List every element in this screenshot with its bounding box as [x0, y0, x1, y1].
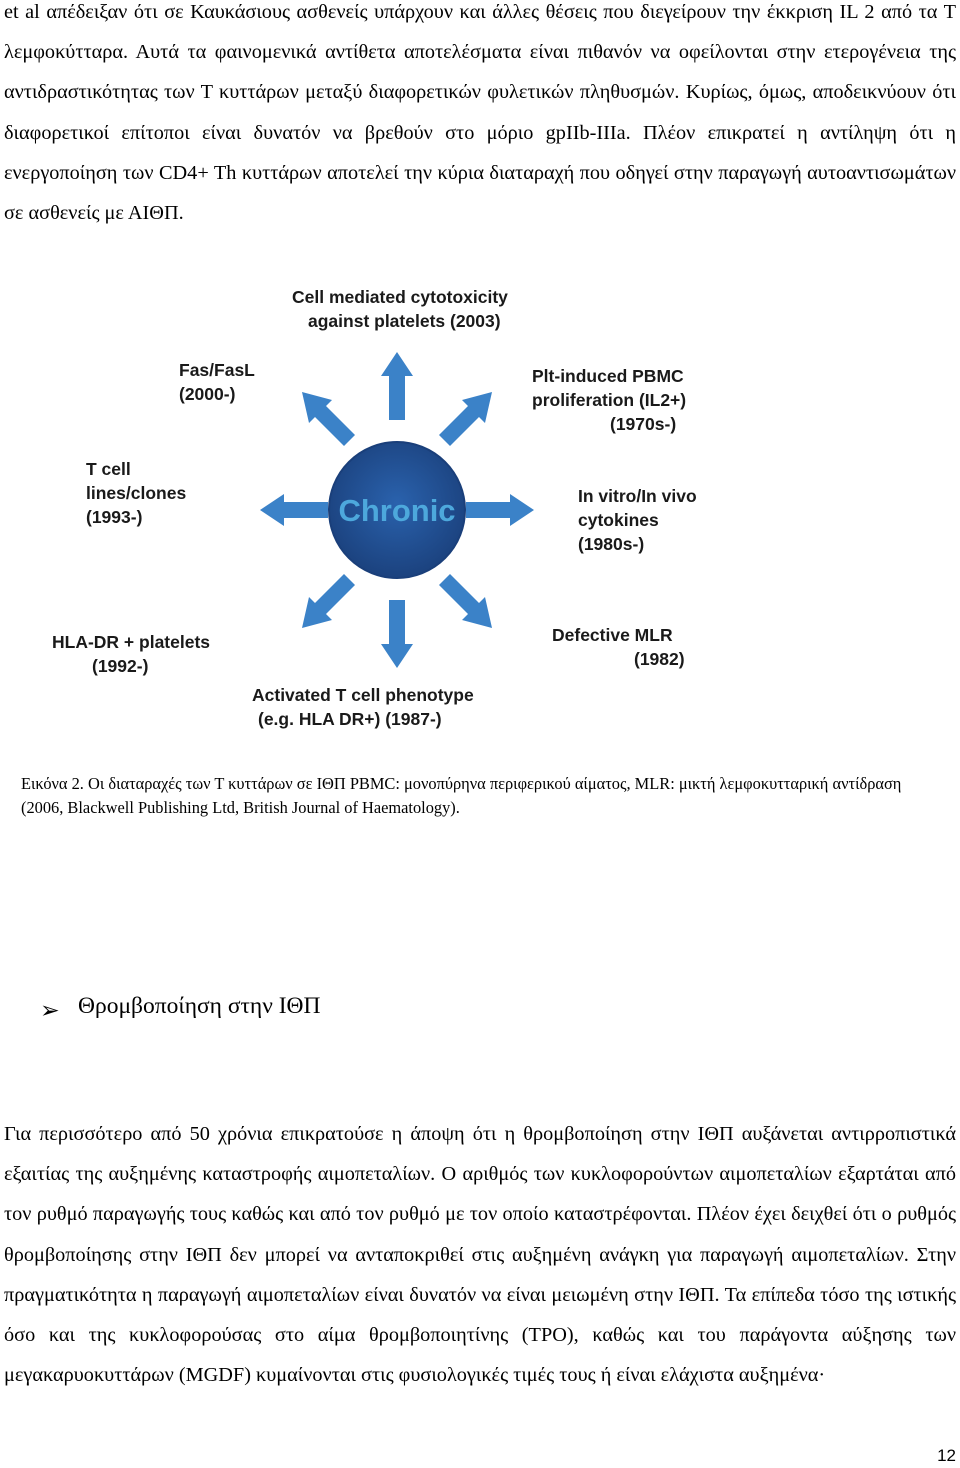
diagram-svg	[40, 278, 770, 738]
label-hla-dr-platelets: HLA-DR + platelets (1992-)	[52, 632, 211, 676]
label-t-cell-lines-clones: T cell lines/clones (1993-)	[86, 459, 187, 527]
label-plt-induced-pbmc: Plt-induced PBMC proliferation (IL2+) (1970s-)	[532, 366, 687, 434]
label-cell-mediated-cytotoxicity: Cell mediated cytotoxicity against platelets (2003)	[292, 287, 508, 331]
center-label: Chronic	[338, 493, 456, 528]
arrow-southwest-icon	[302, 574, 355, 628]
section-heading-text: Θρομβοποίηση στην ΙΘΠ	[78, 993, 321, 1019]
arrow-south-icon	[381, 600, 413, 668]
intro-paragraph: et al απέδειξαν ότι σε Καυκάσιους ασθενείς υπάρχουν και άλλες θέσεις που διεγείρουν την έκκριση IL 2 από τα Τ λεμφοκύτταρα. Αυτά τα φαινομενικά αντίθετα αποτελέσματα είναι πιθανόν να οφείλονται στην ετερογένεια της αντιδραστικότητας των Τ κυττάρων μεταξύ διαφορετικών φυλετικών πληθυσμών. Κυρίως, όμως, αποδεικνύουν ότι διαφορετικοί επίτοποι είναι δυνατόν να βρεθούν στο μόριο gpIIb-IIIa. Πλέον επικρατεί η αντίληψη ότι η ενεργοποίηση των CD4+ Th κυττάρων αποτελεί την κύρια διαταραχή που οδηγεί στην παραγωγή αυτοαντισωμάτων σε ασθενείς με ΑΙΘΠ.	[4, 1, 956, 225]
figure-diagram	[40, 278, 770, 738]
label-fas-fasl: Fas/FasL (2000-)	[179, 360, 255, 404]
figure-caption: Εικόνα 2. Οι διαταραχές των Τ κυττάρων σε ΙΘΠ PBMC: μονοπύρηνα περιφερικού αίματος, MLR: μικτή λεμφοκυτταρική αντίδραση (2006, Blackwell Publishing Ltd, British Journal of Haematology).	[21, 774, 902, 817]
label-activated-t-cell-phenotype: Activated T cell phenotype (e.g. HLA DR+) (1987-)	[252, 685, 474, 729]
label-defective-mlr: Defective MLR (1982)	[552, 625, 685, 669]
label-in-vitro-in-vivo-cytokines: In vitro/In vivo cytokines (1980s-)	[578, 486, 697, 554]
arrow-bullet-icon: ➢	[40, 998, 60, 1024]
body-paragraph: Για περισσότερο από 50 χρόνια επικρατούσε η άποψη ότι η θρομβοποίηση στην ΙΘΠ αυξάνεται αντιρροπιστικά εξαιτίας της αυξημένης καταστροφής αιμοπεταλίων. Ο αριθμός των κυκλοφορούντων αιμοπεταλίων εξαρτάται από τον ρυθμό παραγωγής τους καθώς και από τον ρυθμό με τον οποίο καταστρέφονται. Πλέον έχει δειχθεί ότι ο ρυθμός θρομβοποίησης στην ΙΘΠ δεν μπορεί να ανταποκριθεί στις αυξημένη ανάγκη για παραγωγή αιμοπεταλίων. Στην πραγματικότητα η παραγωγή αιμοπεταλίων είναι δυνατόν να είναι μειωμένη στην ΙΘΠ. Τα επίπεδα τόσο της ιστικής όσο και της κυκλοφορούσας στο αίμα θρομβοποιητίνης (TPO), καθώς και του παράγοντα αύξησης των μεγακαρυοκυττάρων (MGDF) κυμαίνονται στις φυσιολογικές τιμές τους ή είναι ελάχιστα αυξημένα·	[4, 1123, 956, 1387]
arrow-northwest-icon	[302, 392, 355, 446]
arrow-northeast-icon	[439, 392, 492, 446]
page-number: 12	[937, 1446, 956, 1465]
arrow-north-icon	[381, 352, 413, 420]
arrow-southeast-icon	[439, 574, 492, 628]
arrow-west-icon	[260, 494, 328, 526]
arrow-east-icon	[466, 494, 534, 526]
